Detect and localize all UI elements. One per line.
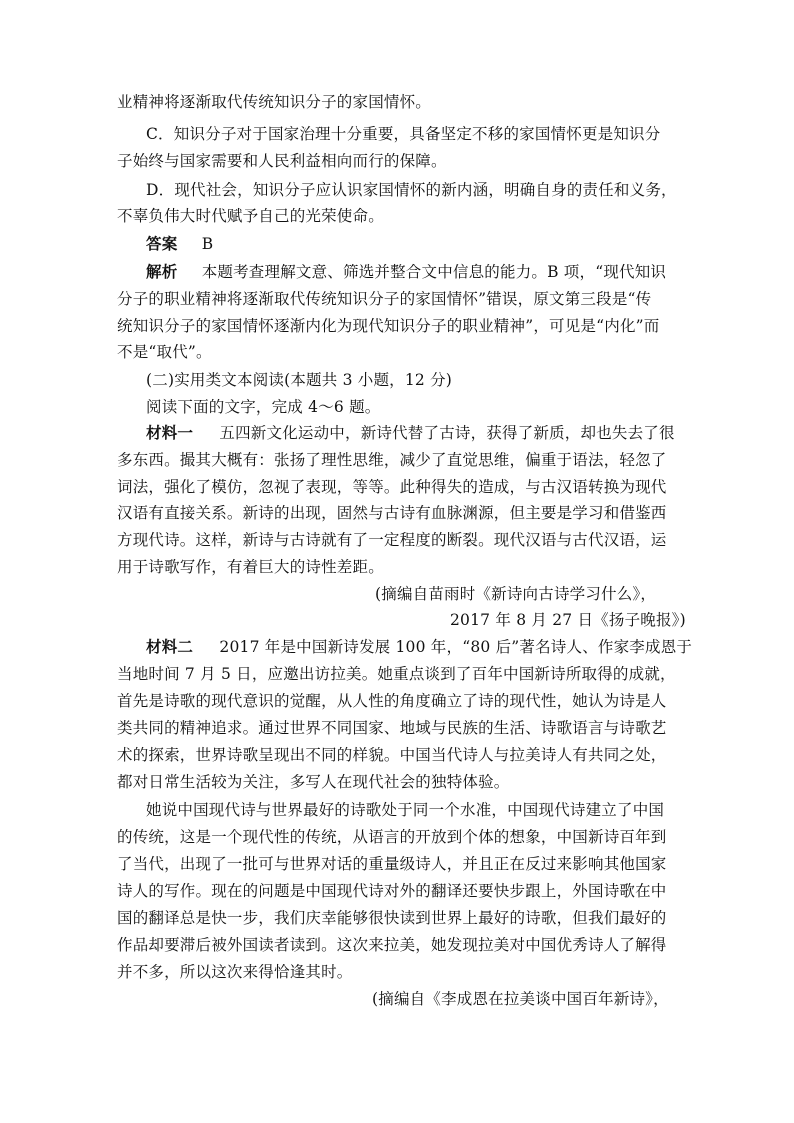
material2-label: 材料二 <box>146 637 194 656</box>
option-d-line2: 不辜负伟大时代赋予自己的光荣使命。 <box>117 207 384 225</box>
analysis-row <box>146 262 666 282</box>
material1-line5: 方现代诗。这样，新诗与古诗就有了一定程度的断裂。现代汉语与古代汉语，运 <box>117 531 667 549</box>
material1-line1: 五四新文化运动中，新诗代替了古诗，获得了新质，却也失去了很 <box>219 424 675 442</box>
material2-p1-line2: 当地时间 7 月 5 日，应邀出访拉美。她重点谈到了百年中国新诗所取得的成就， <box>117 665 676 683</box>
material2-p1-line5: 术的探索，世界诗歌呈现出不同的样貌。中国当代诗人与拉美诗人有共同之处， <box>117 746 667 764</box>
material1-label: 材料一 <box>146 423 194 442</box>
material2-p1-line6: 都对日常生活较为关注，多写人在现代社会的独特体验。 <box>117 773 510 791</box>
material2-p2-line1: 她说中国现代诗与世界最好的诗歌处于同一个水准，中国现代诗建立了中国 <box>146 801 665 819</box>
material2-source-line1: (摘编自《李成恩在拉美谈中国百年新诗》， <box>372 990 669 1008</box>
material1-line2: 多东西。撮其大概有：张扬了理性思维，减少了直觉思维，偏重于语法，轻忽了 <box>117 451 667 469</box>
section-heading: (二)实用类文本阅读(本题共 3 小题，12 分) <box>146 371 453 389</box>
material2-p1-line3: 首先是诗歌的现代意识的觉醒，从人性的角度确立了诗的现代性，她认为诗是人 <box>117 692 667 710</box>
analysis-line1: 本题考查理解文意、筛选并整合文中信息的能力。B 项，“现代知识 <box>201 263 667 281</box>
option-c-line1: C．知识分子对于国家治理十分重要，具备坚定不移的家国情怀更是知识分 <box>146 125 661 143</box>
option-d-line1: D．现代社会，知识分子应认识家国情怀的新内涵，明确自身的责任和义务， <box>146 181 677 199</box>
answer-label: 答案 <box>146 234 178 253</box>
material2-p2-line4: 诗人的写作。现在的问题是中国现代诗对外的翻译还要快步跟上，外国诗歌在中 <box>117 882 667 900</box>
material2-p2-line6: 作品却要滞后被外国读者读到。这次来拉美，她发现拉美对中国优秀诗人了解得 <box>117 936 667 954</box>
material2-p2-line3: 了当代，出现了一批可与世界对话的重量级诗人，并且正在反过来影响其他国家 <box>117 855 667 873</box>
material2-p1-line4: 类共同的精神追求。通过世界不同国家、地域与民族的生活、诗歌语言与诗歌艺 <box>117 719 667 737</box>
analysis-line4: 不是“取代”。 <box>117 343 212 361</box>
analysis-label: 解析 <box>146 262 178 281</box>
analysis-line2: 分子的职业精神将逐渐取代传统知识分子的家国情怀”错误，原文第三段是“传 <box>117 290 652 308</box>
material1-row1 <box>146 423 675 443</box>
section-instruction: 阅读下面的文字，完成 4～6 题。 <box>146 398 381 416</box>
material1-line6: 用于诗歌写作，有着巨大的诗性差距。 <box>117 558 384 576</box>
material2-p1-line1: 2017 年是中国新诗发展 100 年，“80 后”著名诗人、作家李成恩于 <box>219 638 693 656</box>
option-b-tail: 业精神将逐渐取代传统知识分子的家国情怀。 <box>117 93 432 111</box>
material2-row1 <box>146 637 692 657</box>
material2-p2-line5: 国的翻译总是快一步，我们庆幸能够很快读到世界上最好的诗歌，但我们最好的 <box>117 909 667 927</box>
material1-line3: 词法，强化了模仿，忽视了表现，等等。此种得失的造成，与古汉语转换为现代 <box>117 478 667 496</box>
material2-p2-line7: 并不多，所以这次来得恰逢其时。 <box>117 963 353 981</box>
answer-value: B <box>201 235 214 253</box>
material1-source-line2: 2017 年 8 月 27 日《扬子晚报》) <box>450 611 686 629</box>
option-c-line2: 子始终与国家需要和人民利益相向而行的保障。 <box>117 152 447 170</box>
material2-p2-line2: 的传统，这是一个现代性的传统，从语言的开放到个体的想象，中国新诗百年到 <box>117 828 667 846</box>
material1-line4: 汉语有直接关系。新诗的出现，固然与古诗有血脉渊源，但主要是学习和借鉴西 <box>117 504 667 522</box>
answer-row <box>146 234 213 254</box>
material1-source-line1: (摘编自苗雨时《新诗向古诗学习什么》， <box>375 585 657 603</box>
analysis-line3: 统知识分子的家国情怀逐渐内化为现代知识分子的职业精神”，可见是“内化”而 <box>117 317 660 335</box>
